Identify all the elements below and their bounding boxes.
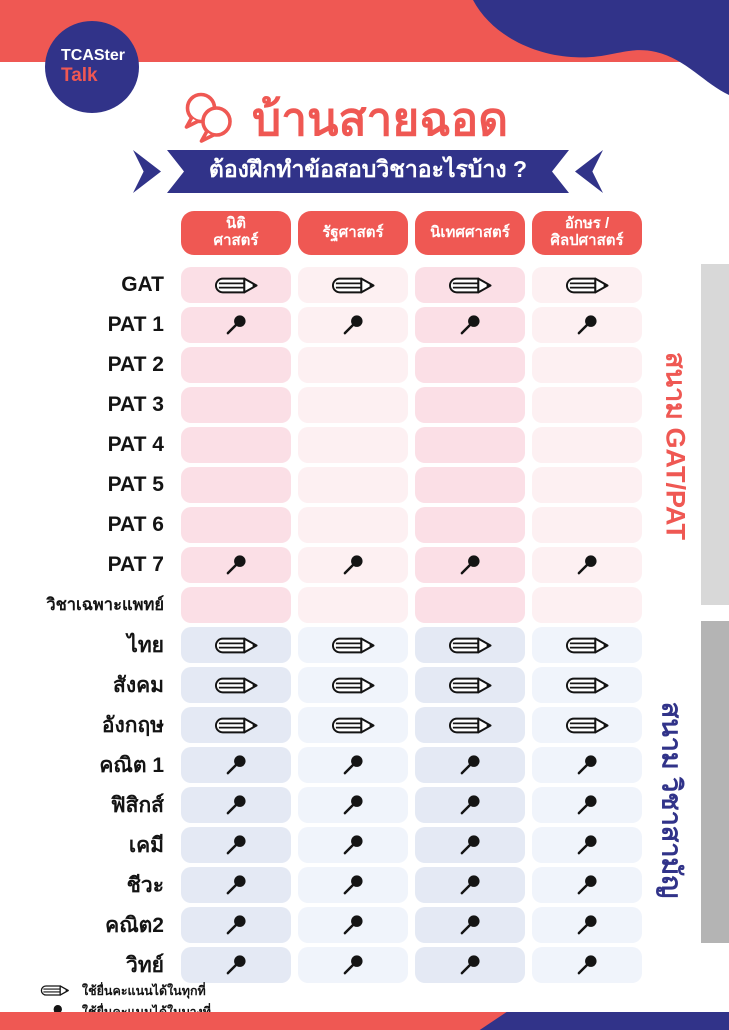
table-cell: [298, 867, 408, 903]
subtitle-ribbon: [133, 150, 603, 193]
table-cell: [298, 547, 408, 583]
table-cell: [415, 827, 525, 863]
table-cell: [532, 307, 642, 343]
table-cell: [298, 467, 408, 503]
legend-label-pencil: ใช้ยื่นคะแนนได้ในทุกที่: [82, 983, 206, 998]
column-header-line: นิติ: [226, 215, 246, 233]
pencil-icon: [565, 277, 610, 294]
table-cell: [181, 587, 291, 623]
column-header-4: [532, 211, 642, 255]
pin-icon: [342, 834, 364, 856]
pin-icon: [576, 794, 598, 816]
row-label: ไทย: [127, 633, 164, 657]
pin-icon: [459, 754, 481, 776]
pin-icon: [225, 834, 247, 856]
pin-icon: [225, 554, 247, 576]
pin-icon: [576, 754, 598, 776]
column-header-line: รัฐศาสตร์: [322, 223, 384, 241]
pin-icon: [225, 794, 247, 816]
row-label: GAT: [121, 273, 164, 296]
tcaster-logo: [45, 21, 139, 113]
row-label: PAT 3: [107, 393, 164, 416]
table-cell: [415, 907, 525, 943]
pin-icon: [576, 954, 598, 976]
table-cell: [415, 787, 525, 823]
pin-icon: [576, 554, 598, 576]
row-label: ชีวะ: [126, 873, 164, 897]
row-label: PAT 2: [107, 353, 164, 376]
table-cell: [181, 427, 291, 463]
column-header-line: อักษร /: [564, 215, 610, 233]
pin-icon: [342, 554, 364, 576]
table-cell: [532, 827, 642, 863]
table-cell: [298, 347, 408, 383]
pencil-icon: [214, 277, 259, 294]
pin-icon: [342, 314, 364, 336]
table-cell: [181, 867, 291, 903]
table-cell: [181, 507, 291, 543]
logo-text-talk: Talk: [61, 65, 98, 87]
pencil-icon: [565, 637, 610, 654]
row-label: วิทย์: [126, 953, 164, 977]
table-cell: [298, 387, 408, 423]
table-cell: [298, 827, 408, 863]
table-cell: [181, 547, 291, 583]
pin-icon: [459, 834, 481, 856]
column-header-1: [181, 211, 291, 255]
pin-icon: [342, 754, 364, 776]
table-cell: [298, 907, 408, 943]
page-subtitle: ต้องฝึกทำข้อสอบวิชาอะไรบ้าง ?: [208, 156, 528, 182]
table-cell: [181, 707, 291, 743]
pencil-icon: [331, 277, 376, 294]
pencil-icon: [214, 677, 259, 694]
pencil-icon: [448, 637, 493, 654]
table-cell: [532, 787, 642, 823]
table-cell: [181, 627, 291, 663]
table-cell: [181, 267, 291, 303]
pin-icon: [225, 754, 247, 776]
pin-icon: [342, 874, 364, 896]
table-cell: [415, 347, 525, 383]
table-cell: [532, 707, 642, 743]
page-title: บ้านสายฉอด: [252, 93, 509, 145]
table-cell: [415, 307, 525, 343]
pencil-icon: [448, 717, 493, 734]
bottom-band-red: [0, 1012, 729, 1030]
pin-icon: [576, 874, 598, 896]
side-strip-gatpat: [701, 264, 729, 605]
row-label: คณิต 1: [99, 753, 164, 777]
pencil-icon: [214, 717, 259, 734]
pin-icon: [459, 554, 481, 576]
table-cell: [415, 667, 525, 703]
table-cell: [532, 867, 642, 903]
column-header-2: [298, 211, 408, 255]
section-label-gatpat: สนาม GAT/PAT: [660, 352, 691, 540]
pin-icon: [576, 914, 598, 936]
column-header-3: [415, 211, 525, 255]
table-cell: [298, 587, 408, 623]
table-cell: [298, 307, 408, 343]
table-cell: [181, 347, 291, 383]
table-cell: [532, 667, 642, 703]
table-cell: [415, 707, 525, 743]
bottom-band: [0, 1012, 729, 1030]
table-cell: [532, 467, 642, 503]
pencil-icon: [331, 637, 376, 654]
table-cell: [415, 947, 525, 983]
table-cell: [298, 947, 408, 983]
table-cell: [181, 947, 291, 983]
table-cell: [415, 427, 525, 463]
table-cell: [298, 787, 408, 823]
legend-row-pencil: [38, 980, 211, 1001]
row-label: คณิต2: [105, 913, 164, 937]
column-header-line: ศาสตร์: [213, 232, 259, 249]
pin-icon: [342, 954, 364, 976]
table-cell: [181, 467, 291, 503]
pin-icon: [459, 794, 481, 816]
logo-text-tcaster: TCASter: [61, 46, 126, 64]
pencil-icon: [448, 677, 493, 694]
table-cell: [415, 587, 525, 623]
row-label: วิชาเฉพาะแพทย์: [46, 596, 164, 614]
exam-table: [33, 211, 642, 983]
table-cell: [181, 747, 291, 783]
table-cell: [532, 747, 642, 783]
table-cell: [181, 667, 291, 703]
table-cell: [532, 627, 642, 663]
pencil-icon: [214, 637, 259, 654]
pin-icon: [225, 954, 247, 976]
table-cell: [298, 507, 408, 543]
table-cell: [181, 787, 291, 823]
table-cell: [415, 747, 525, 783]
table-cell: [298, 747, 408, 783]
table-cell: [298, 707, 408, 743]
table-cell: [298, 427, 408, 463]
pencil-icon: [565, 677, 610, 694]
pin-icon: [576, 314, 598, 336]
table-cell: [181, 827, 291, 863]
table-cell: [532, 547, 642, 583]
table-cell: [181, 307, 291, 343]
row-label: ฟิสิกส์: [110, 793, 164, 817]
pin-icon: [459, 954, 481, 976]
table-cell: [415, 547, 525, 583]
row-label: PAT 5: [107, 473, 164, 496]
row-label: PAT 4: [107, 433, 164, 456]
pencil-icon: [448, 277, 493, 294]
row-label: PAT 1: [107, 313, 164, 336]
table-cell: [415, 867, 525, 903]
pin-icon: [459, 874, 481, 896]
pencil-icon: [331, 717, 376, 734]
table-cell: [181, 387, 291, 423]
table-cell: [532, 587, 642, 623]
table-cell: [415, 467, 525, 503]
row-label: สังคม: [113, 673, 164, 697]
table-cell: [298, 667, 408, 703]
table-cell: [415, 627, 525, 663]
row-label: PAT 7: [107, 553, 164, 576]
table-corner: [33, 211, 174, 263]
column-header-line: นิเทศศาสตร์: [430, 223, 510, 241]
chat-bubbles-icon: [180, 90, 238, 144]
table-cell: [532, 507, 642, 543]
table-cell: [298, 627, 408, 663]
table-cell: [532, 387, 642, 423]
table-cell: [532, 907, 642, 943]
table-cell: [298, 267, 408, 303]
pin-icon: [459, 314, 481, 336]
pin-icon: [225, 314, 247, 336]
table-cell: [181, 907, 291, 943]
title-row: [180, 84, 508, 150]
pin-icon: [576, 834, 598, 856]
table-cell: [532, 427, 642, 463]
pin-icon: [342, 914, 364, 936]
pencil-icon: [565, 717, 610, 734]
row-label: เคมี: [128, 833, 164, 857]
table-cell: [532, 947, 642, 983]
pin-icon: [459, 914, 481, 936]
row-label: อังกฤษ: [101, 713, 164, 737]
table-cell: [532, 347, 642, 383]
row-label: PAT 6: [107, 513, 164, 536]
table-cell: [532, 267, 642, 303]
table-cell: [415, 267, 525, 303]
pin-icon: [342, 794, 364, 816]
section-label-common: สนาม วิชาสามัญ: [656, 701, 687, 899]
table-cell: [415, 387, 525, 423]
side-strip-common: [701, 621, 729, 943]
pencil-icon: [331, 677, 376, 694]
table-cell: [415, 507, 525, 543]
pin-icon: [225, 874, 247, 896]
pencil-icon: [38, 985, 72, 996]
pin-icon: [225, 914, 247, 936]
column-header-line: ศิลปศาสตร์: [550, 232, 624, 249]
